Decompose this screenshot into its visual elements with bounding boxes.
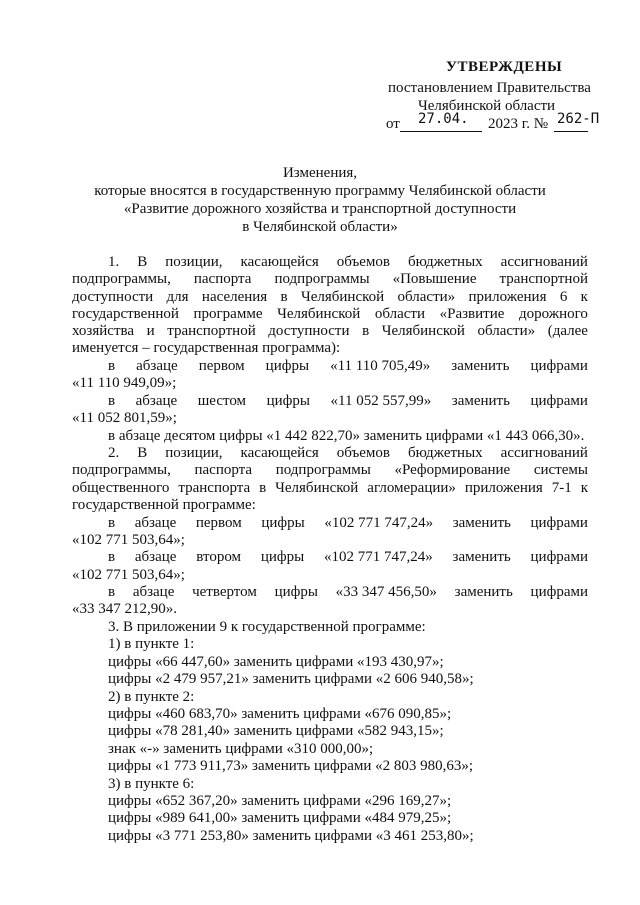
p1-line1 <box>108 253 588 271</box>
word: «Реформирование <box>394 462 511 478</box>
p2-item2-cont: «102 771 503,64»; <box>72 567 185 583</box>
word: Челябинской <box>275 480 359 496</box>
p2-item1 <box>108 514 588 532</box>
word: «33 347 456,50» <box>335 584 437 600</box>
word: абзаце <box>134 515 177 531</box>
word: программе <box>193 306 263 322</box>
p1-item2-cont: «11 052 801,59»; <box>72 410 177 426</box>
doc-title: Изменения, <box>282 165 358 181</box>
word: системы <box>533 462 588 478</box>
word: транспортной <box>499 271 588 287</box>
p3-sub3-a: цифры «652 367,20» заменить цифрами «296 169,27»; <box>108 793 452 809</box>
word: Челябинской <box>300 289 385 305</box>
p1-line3 <box>72 288 588 306</box>
p1-item2 <box>108 392 588 410</box>
word: цифры <box>274 584 318 600</box>
p1-line4 <box>72 305 588 323</box>
p1-item1 <box>108 357 588 375</box>
word: для <box>166 289 189 305</box>
word: хозяйства <box>72 323 135 339</box>
word: абзаце <box>134 549 177 565</box>
word: транспорта <box>178 480 251 496</box>
word: 1. <box>108 254 120 270</box>
word: касающейся <box>240 254 319 270</box>
word: населения <box>201 289 268 305</box>
word: паспорта <box>193 271 252 287</box>
p1-item3: в абзаце десятом цифры «1 442 822,70» заменить цифрами «1 443 066,30». <box>108 428 585 444</box>
word: заменить <box>451 393 510 409</box>
word: 7-1 <box>551 480 572 496</box>
doc-subtitle-1: которые вносятся в государственную программу Челябинской области <box>94 183 546 199</box>
word: бюджетных <box>407 445 483 461</box>
word: объемов <box>336 254 390 270</box>
word: заменить <box>452 515 511 531</box>
word: области» <box>397 289 456 305</box>
region-line: Челябинской области <box>418 98 556 114</box>
word: цифры <box>266 393 310 409</box>
word: «11 110 705,49» <box>330 358 431 374</box>
word: цифры <box>260 549 305 565</box>
word: в <box>280 289 288 305</box>
p3-intro: 3. В приложении 9 к государственной программе: <box>108 619 426 635</box>
p2-item2 <box>108 548 588 566</box>
word: заменить <box>454 584 513 600</box>
p1-line2 <box>72 270 588 288</box>
p3-sub3-c: цифры «3 771 253,80» заменить цифрами «3 461 253,80»; <box>108 828 474 844</box>
doc-subtitle-2: «Развитие дорожного хозяйства и транспортной доступности <box>123 201 517 217</box>
word: доступности <box>268 323 350 339</box>
word: области <box>374 306 426 322</box>
word: в <box>259 480 267 496</box>
word: агломерации» <box>367 480 456 496</box>
word: 6 <box>559 289 568 305</box>
p3-sub1: 1) в пункте 1: <box>108 636 195 652</box>
date-prefix: от <box>386 116 400 132</box>
word: позиции, <box>165 445 223 461</box>
word: к <box>580 289 588 305</box>
word: (далее <box>547 323 588 339</box>
p3-sub2-d: цифры «1 773 911,73» заменить цифрами «2 803 980,63»; <box>108 758 474 774</box>
word: 2. <box>108 445 120 461</box>
word: цифрами <box>530 393 588 409</box>
word: абзаце <box>135 393 178 409</box>
p2-item3 <box>108 583 588 601</box>
word: общественного <box>72 480 170 496</box>
word: В <box>137 254 148 270</box>
p2-line3 <box>72 479 588 497</box>
word: цифры <box>265 358 310 374</box>
p1-item1-cont: «11 110 949,09»; <box>72 375 177 391</box>
word: В <box>137 445 148 461</box>
p2-line4: государственной программе: <box>72 497 256 513</box>
word: в <box>108 515 116 531</box>
word: «102 771 747,24» <box>323 549 433 565</box>
p1-line6: именуется – государственная программа): <box>72 340 341 356</box>
p3-sub2-c: знак «-» заменить цифрами «310 000,00»; <box>108 741 374 757</box>
word: четвертом <box>192 584 257 600</box>
word: первом <box>198 358 245 374</box>
p2-item1-cont: «102 771 503,64»; <box>72 532 185 548</box>
word: бюджетных <box>407 254 483 270</box>
word: первом <box>195 515 242 531</box>
p3-sub2: 2) в пункте 2: <box>108 689 195 705</box>
word: подпрограммы, <box>72 462 171 478</box>
date-underline <box>400 131 482 132</box>
word: в <box>108 549 116 565</box>
word: цифрами <box>530 549 588 565</box>
word: шестом <box>197 393 247 409</box>
word: области» <box>477 323 536 339</box>
p2-line1 <box>108 444 588 462</box>
decree-number: 262-П <box>557 111 600 127</box>
word: «102 771 747,24» <box>324 515 434 531</box>
word: государственной <box>72 306 179 322</box>
word: заменить <box>451 358 510 374</box>
word: цифрами <box>530 584 588 600</box>
word: Челябинской <box>277 306 361 322</box>
word: и <box>146 323 155 339</box>
word: к <box>580 480 588 496</box>
word: в <box>108 393 116 409</box>
word: паспорта <box>194 462 253 478</box>
word: ассигнований <box>500 445 588 461</box>
word: «11 052 557,99» <box>330 393 432 409</box>
word: подпрограммы <box>275 462 371 478</box>
word: ассигнований <box>500 254 588 270</box>
word: Челябинской <box>381 323 465 339</box>
word: в <box>108 358 116 374</box>
word: транспортной <box>167 323 256 339</box>
word: в <box>362 323 370 339</box>
word: объемов <box>336 445 390 461</box>
word: абзаце <box>136 358 178 374</box>
word: втором <box>196 549 242 565</box>
word: абзаце <box>132 584 175 600</box>
word: цифрами <box>530 358 588 374</box>
p3-sub3: 3) в пункте 6: <box>108 776 195 792</box>
handwritten-date: 27.04. <box>418 111 469 127</box>
p3-sub2-a: цифры «460 683,70» заменить цифрами «676 090,85»; <box>108 706 452 722</box>
p1-line5 <box>72 322 588 340</box>
approved-by-line: постановлением Правительства <box>388 80 591 96</box>
p2-line2 <box>72 461 588 479</box>
word: цифры <box>261 515 305 531</box>
p2-item3-cont: «33 347 212,90». <box>72 601 177 617</box>
word: цифрами <box>530 515 588 531</box>
doc-subtitle-3: в Челябинской области» <box>242 219 398 235</box>
word: доступности <box>72 289 154 305</box>
word: «Повышение <box>392 271 477 287</box>
year-number-label: 2023 г. № <box>488 116 549 132</box>
word: приложения <box>464 480 543 496</box>
word: касающейся <box>240 445 319 461</box>
word: позиции, <box>165 254 223 270</box>
p3-sub1-a: цифры «66 447,60» заменить цифрами «193 430,97»; <box>108 654 444 670</box>
word: подпрограммы <box>274 271 370 287</box>
word: «Развитие <box>439 306 505 322</box>
word: заменить <box>452 549 511 565</box>
word: подпрограммы, <box>72 271 171 287</box>
number-underline <box>554 131 588 132</box>
approved-heading: УТВЕРЖДЕНЫ <box>446 59 563 75</box>
p3-sub1-b: цифры «2 479 957,21» заменить цифрами «2 606 940,58»; <box>108 671 474 687</box>
p3-sub3-b: цифры «989 641,00» заменить цифрами «484 979,25»; <box>108 810 452 826</box>
word: в <box>108 584 116 600</box>
word: приложения <box>468 289 547 305</box>
word: дорожного <box>519 306 588 322</box>
p3-sub2-b: цифры «78 281,40» заменить цифрами «582 943,15»; <box>108 723 444 739</box>
